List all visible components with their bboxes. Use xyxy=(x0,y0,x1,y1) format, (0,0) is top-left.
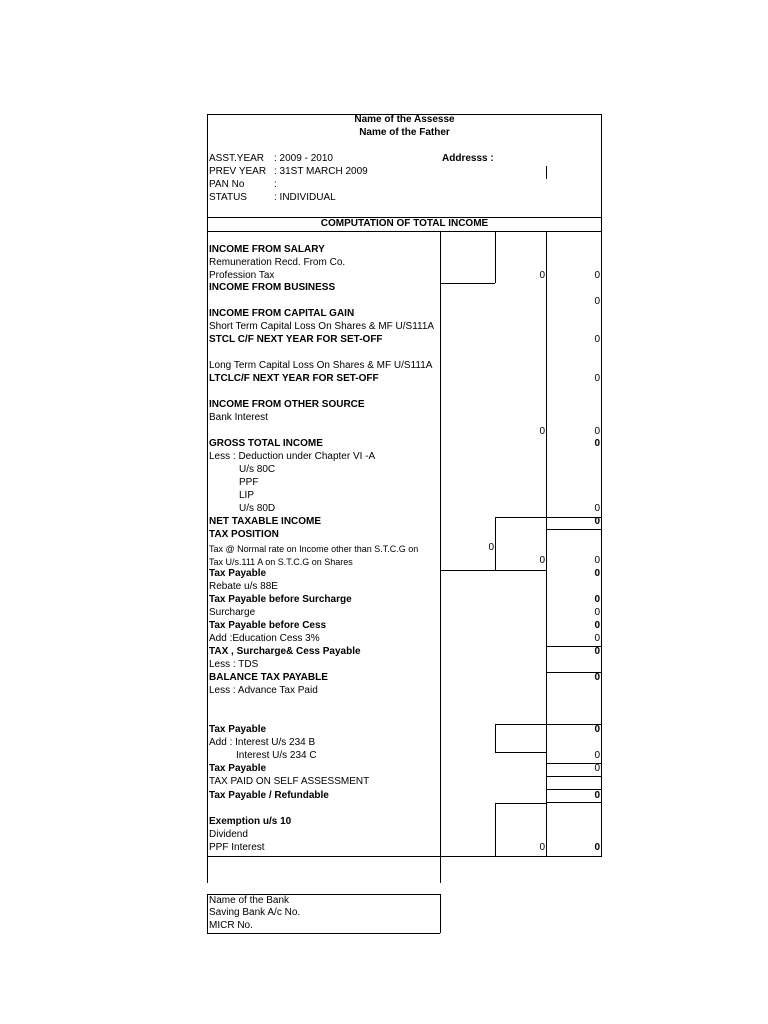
interest-box-bottom-line xyxy=(495,752,546,753)
before-surcharge-label: Tax Payable before Surcharge xyxy=(209,594,352,605)
tax-payable2-top-line xyxy=(495,724,546,725)
tax-surcharge-cess-col4: 0 xyxy=(594,646,600,657)
refundable-bottom-line xyxy=(546,802,602,803)
tax-111a-label: Tax U/s.111 A on S.T.C.G on Shares xyxy=(209,557,353,567)
net-taxable-bottom-line xyxy=(546,529,602,530)
net-taxable-col4: 0 xyxy=(594,516,600,527)
ltcl-cf-col4: 0 xyxy=(594,373,600,384)
balance-tax-col4: 0 xyxy=(594,672,600,683)
stcl-cf-label: STCL C/F NEXT YEAR FOR SET-OFF xyxy=(209,334,383,345)
tax-payable2-col4: 0 xyxy=(594,724,600,735)
tax-payable3-label: Tax Payable xyxy=(209,763,267,774)
stcl-label: Short Term Capital Loss On Shares & MF U/S111A xyxy=(209,321,435,332)
bank-box-bottom-line xyxy=(207,933,440,934)
ppf-interest-col3: 0 xyxy=(539,842,545,853)
computation-title-bottom-line xyxy=(207,231,602,232)
advance-tax-label: Less : Advance Tax Paid xyxy=(209,685,318,696)
income-salary-heading: INCOME FROM SALARY xyxy=(209,244,325,255)
remuneration-label: Remuneration Recd. From Co. xyxy=(209,257,346,268)
surcharge-label: Surcharge xyxy=(209,607,256,618)
tax-111a-col4: 0 xyxy=(594,555,600,566)
self-assessment-label: TAX PAID ON SELF ASSESSMENT xyxy=(209,776,370,787)
salary-box-bottom-line xyxy=(440,283,495,284)
status-value: : INDIVIDUAL xyxy=(274,192,336,203)
exemption-heading: Exemption u/s 10 xyxy=(209,816,292,827)
frame-bottom-line xyxy=(207,856,602,857)
us80c-label: U/s 80C xyxy=(239,464,276,475)
tax-payable-col4: 0 xyxy=(594,568,600,579)
us80d-label: U/s 80D xyxy=(239,503,276,514)
tax-payable2-label: Tax Payable xyxy=(209,724,267,735)
profession-tax-col4: 0 xyxy=(594,270,600,281)
tax-surcharge-cess-label: TAX , Surcharge& Cess Payable xyxy=(209,646,361,657)
edu-cess-label: Add :Education Cess 3% xyxy=(209,633,320,644)
edu-cess-col4: 0 xyxy=(594,633,600,644)
tax-payable3-col4: 0 xyxy=(594,763,600,774)
tax-position-heading: TAX POSITION xyxy=(209,529,279,540)
income-other-heading: INCOME FROM OTHER SOURCE xyxy=(209,399,365,410)
int234c-label: Interest U/s 234 C xyxy=(236,750,317,761)
net-taxable-label: NET TAXABLE INCOME xyxy=(209,516,322,527)
payable-refundable-col4: 0 xyxy=(594,790,600,801)
other-col3: 0 xyxy=(539,426,545,437)
asst-year-label: ASST.YEAR xyxy=(209,153,265,164)
income-capital-gain-heading: INCOME FROM CAPITAL GAIN xyxy=(209,308,355,319)
bank-name-label: Name of the Bank xyxy=(209,895,290,906)
status-label: STATUS xyxy=(209,192,247,203)
ltcl-label: Long Term Capital Loss On Shares & MF U/S111A xyxy=(209,360,433,371)
ppf-interest-label: PPF Interest xyxy=(209,842,265,853)
less-deduction-label: Less : Deduction under Chapter VI -A xyxy=(209,451,376,462)
before-cess-col4: 0 xyxy=(594,620,600,631)
column-divider-1 xyxy=(440,231,441,883)
stcl-cf-col4: 0 xyxy=(594,334,600,345)
gross-total-label: GROSS TOTAL INCOME xyxy=(209,438,323,449)
column-divider-2c xyxy=(495,724,496,752)
father-name: Name of the Father xyxy=(359,127,450,138)
tax-payable3-bottom-line xyxy=(546,776,602,777)
dividend-label: Dividend xyxy=(209,829,248,840)
income-business-heading: INCOME FROM BUSINESS xyxy=(209,282,336,293)
bank-box-left-line xyxy=(207,894,208,933)
bank-interest-label: Bank Interest xyxy=(209,412,268,423)
us80d-col4: 0 xyxy=(594,503,600,514)
bank-box-right-line xyxy=(440,894,441,933)
bank-micr-label: MICR No. xyxy=(209,920,253,931)
balance-tax-label: BALANCE TAX PAYABLE xyxy=(209,672,328,683)
computation-title: COMPUTATION OF TOTAL INCOME xyxy=(320,218,489,229)
before-cess-label: Tax Payable before Cess xyxy=(209,620,327,631)
tax-payable-label: Tax Payable xyxy=(209,568,267,579)
address-label: Addresss : xyxy=(442,153,494,164)
before-surcharge-col4: 0 xyxy=(594,594,600,605)
ltcl-cf-label: LTCLC/F NEXT YEAR FOR SET-OFF xyxy=(209,373,379,384)
ppf-interest-col4: 0 xyxy=(594,842,600,853)
rebate-label: Rebate u/s 88E xyxy=(209,581,278,592)
prev-year-value: : 31ST MARCH 2009 xyxy=(274,166,368,177)
tax-111a-col3: 0 xyxy=(539,555,545,566)
assessee-name: Name of the Assesse xyxy=(354,114,455,125)
tax-normal-col2: 0 xyxy=(488,542,494,553)
gross-total-col4: 0 xyxy=(594,438,600,449)
less-tds-label: Less : TDS xyxy=(209,659,259,670)
address-cursor-line xyxy=(546,166,547,179)
pan-label: PAN No xyxy=(209,179,245,190)
int234c-col4: 0 xyxy=(594,750,600,761)
surcharge-col4: 0 xyxy=(594,607,600,618)
ppf-label: PPF xyxy=(239,477,259,488)
asst-year-value: : 2009 - 2010 xyxy=(274,153,333,164)
tax-normal-label: Tax @ Normal rate on Income other than S.T.C.G on xyxy=(209,544,419,554)
profession-tax-label: Profession Tax xyxy=(209,270,275,281)
payable-refundable-label: Tax Payable / Refundable xyxy=(209,790,329,801)
exemption-top-line xyxy=(495,803,546,804)
int234b-label: Add : Interest U/s 234 B xyxy=(209,737,316,748)
other-col4: 0 xyxy=(594,426,600,437)
pan-value: : xyxy=(274,179,277,190)
profession-tax-col3: 0 xyxy=(539,270,545,281)
business-col4: 0 xyxy=(594,296,600,307)
bank-account-label: Saving Bank A/c No. xyxy=(209,907,301,918)
prev-year-label: PREV YEAR xyxy=(209,166,267,177)
lip-label: LIP xyxy=(239,490,255,501)
tax-position-line xyxy=(440,570,546,571)
